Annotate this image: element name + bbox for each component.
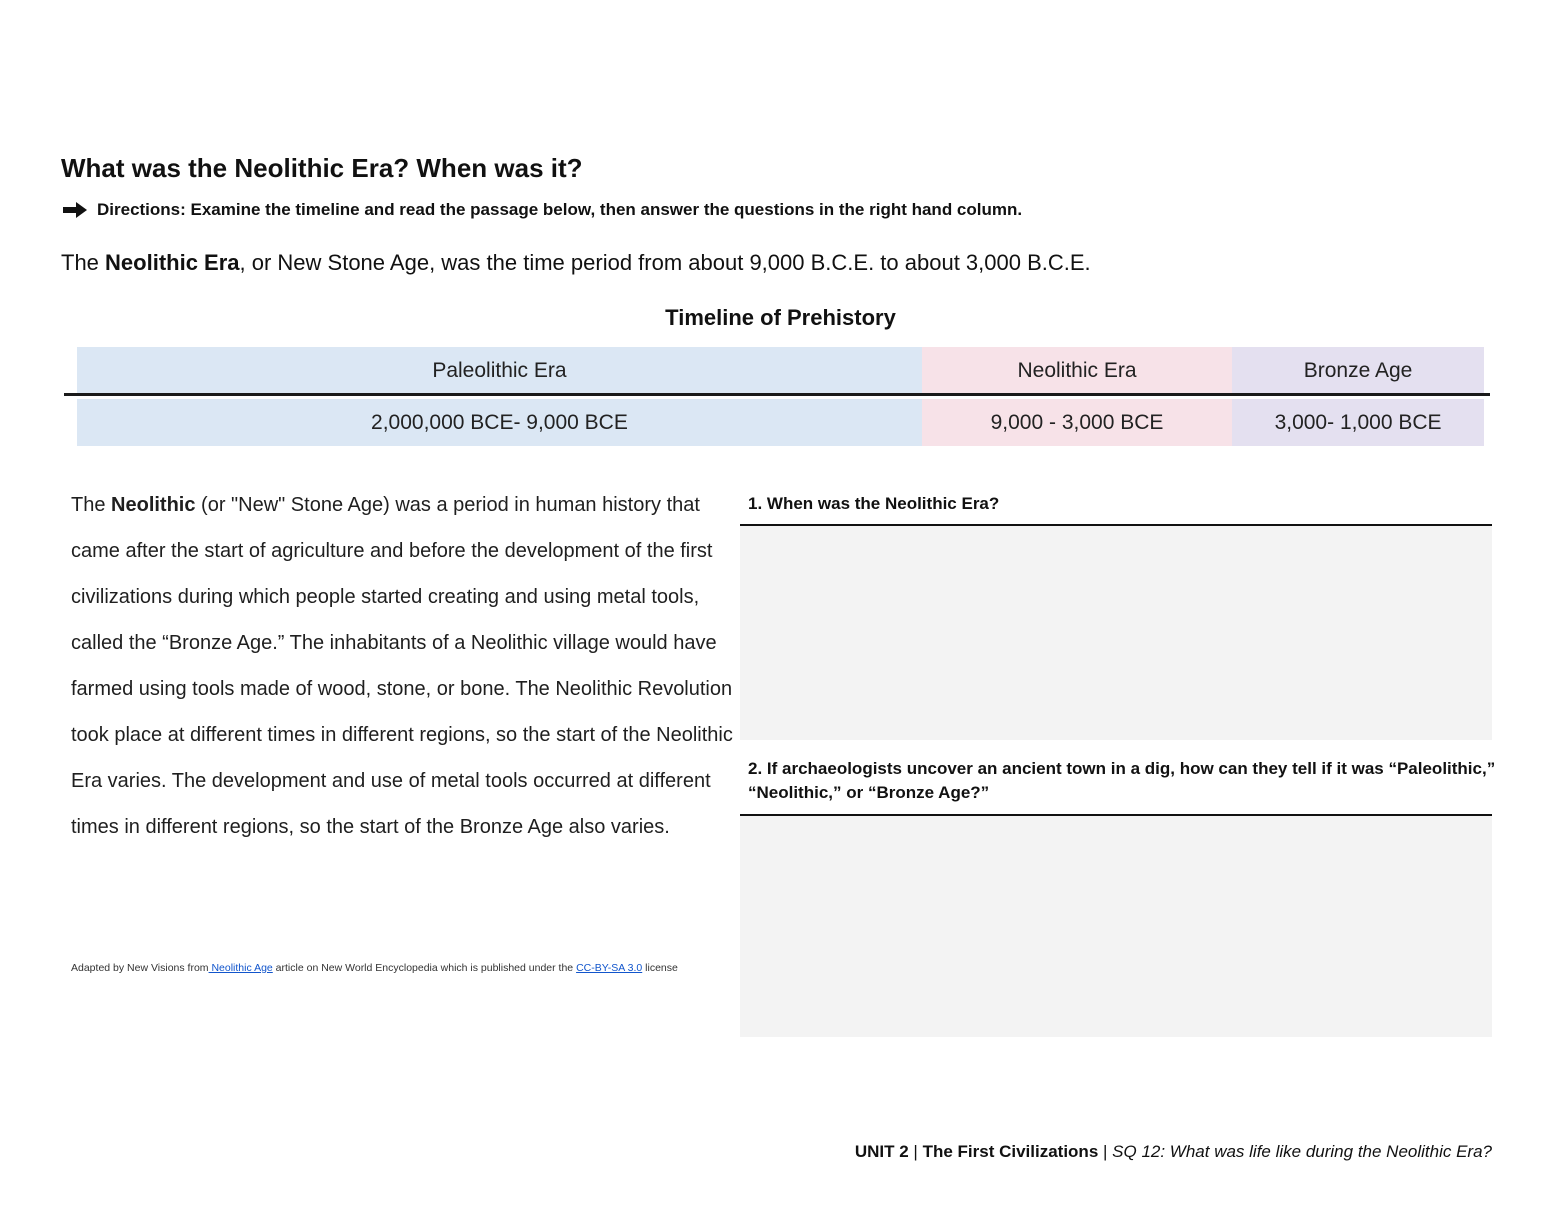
timeline-cell-bronze-age: Bronze Age bbox=[1232, 347, 1484, 394]
neolithic-age-link[interactable]: Neolithic Age bbox=[208, 962, 273, 974]
timeline-date-row bbox=[77, 399, 1484, 446]
attribution-post: license bbox=[642, 962, 678, 974]
intro-pre: The bbox=[61, 250, 106, 275]
directions bbox=[63, 200, 1022, 220]
attribution-pre: Adapted by New Visions from bbox=[71, 962, 209, 974]
timeline-cell-neolithic-era: Neolithic Era bbox=[922, 347, 1232, 394]
timeline-table bbox=[77, 347, 1484, 446]
passage-body: (or "New" Stone Age) was a period in human history that came after the start of agriculture and before the development of the first civilizations during which people started creating and using metal tools, called the “Bronze Age.” The inhabitants of a Neolithic village would have farmed using tools made of wood, stone, or bone. The Neolithic Revolution took place at different times in different regions, so the start of the Neolithic Era varies. The development and use of metal tools occurred at different times in different regions, so the start of the Bronze Age also varies. bbox=[71, 494, 733, 838]
intro-post: , or New Stone Age, was the time period from about 9,000 B.C.E. to about 3,000 B.C.E. bbox=[239, 250, 1091, 275]
footer-sep1: | bbox=[908, 1142, 923, 1161]
timeline-cell-bronze-range: 3,000- 1,000 BCE bbox=[1232, 399, 1484, 446]
question-1-label: 1. When was the Neolithic Era? bbox=[748, 494, 1000, 513]
timeline-cell-paleolithic-range: 2,000,000 BCE- 9,000 BCE bbox=[77, 399, 922, 446]
passage-bold-term: Neolithic bbox=[111, 494, 196, 516]
intro-bold-term: Neolithic Era bbox=[105, 250, 240, 275]
page-title: What was the Neolithic Era? When was it? bbox=[61, 153, 583, 183]
timeline-era-row bbox=[77, 347, 1484, 394]
attribution-mid: article on New World Encyclopedia which is published under the bbox=[272, 962, 577, 974]
passage-pre: The bbox=[71, 494, 112, 516]
attribution-line bbox=[71, 962, 731, 974]
directions-arrow-icon bbox=[63, 201, 88, 219]
question-1-answer-box[interactable] bbox=[740, 524, 1492, 740]
passage-text bbox=[71, 482, 735, 850]
directions-text: Directions: Examine the timeline and read the passage below, then answer the questions in the right hand column. bbox=[97, 200, 1023, 219]
timeline-title: Timeline of Prehistory bbox=[665, 305, 896, 330]
footer-sep2: | bbox=[1098, 1142, 1113, 1161]
footer-unit: UNIT 2 bbox=[854, 1142, 909, 1161]
footer-subtitle: SQ 12: What was life like during the Neolithic Era? bbox=[1112, 1142, 1492, 1161]
timeline-divider-line bbox=[64, 393, 1490, 396]
timeline-cell-neolithic-range: 9,000 - 3,000 BCE bbox=[922, 399, 1232, 446]
question-2-answer-box[interactable] bbox=[740, 814, 1492, 1037]
intro-sentence bbox=[61, 250, 1091, 276]
footer bbox=[855, 1142, 1492, 1162]
footer-section: The First Civilizations bbox=[922, 1142, 1099, 1161]
question-2-label: 2. If archaeologists uncover an ancient town in a dig, how can they tell if it was “Paleolithic,” “Neolithic,” or “Bronze Age?” bbox=[748, 759, 1496, 802]
cc-by-sa-link[interactable]: CC-BY-SA 3.0 bbox=[576, 962, 643, 974]
timeline-cell-paleolithic-era: Paleolithic Era bbox=[77, 347, 922, 394]
